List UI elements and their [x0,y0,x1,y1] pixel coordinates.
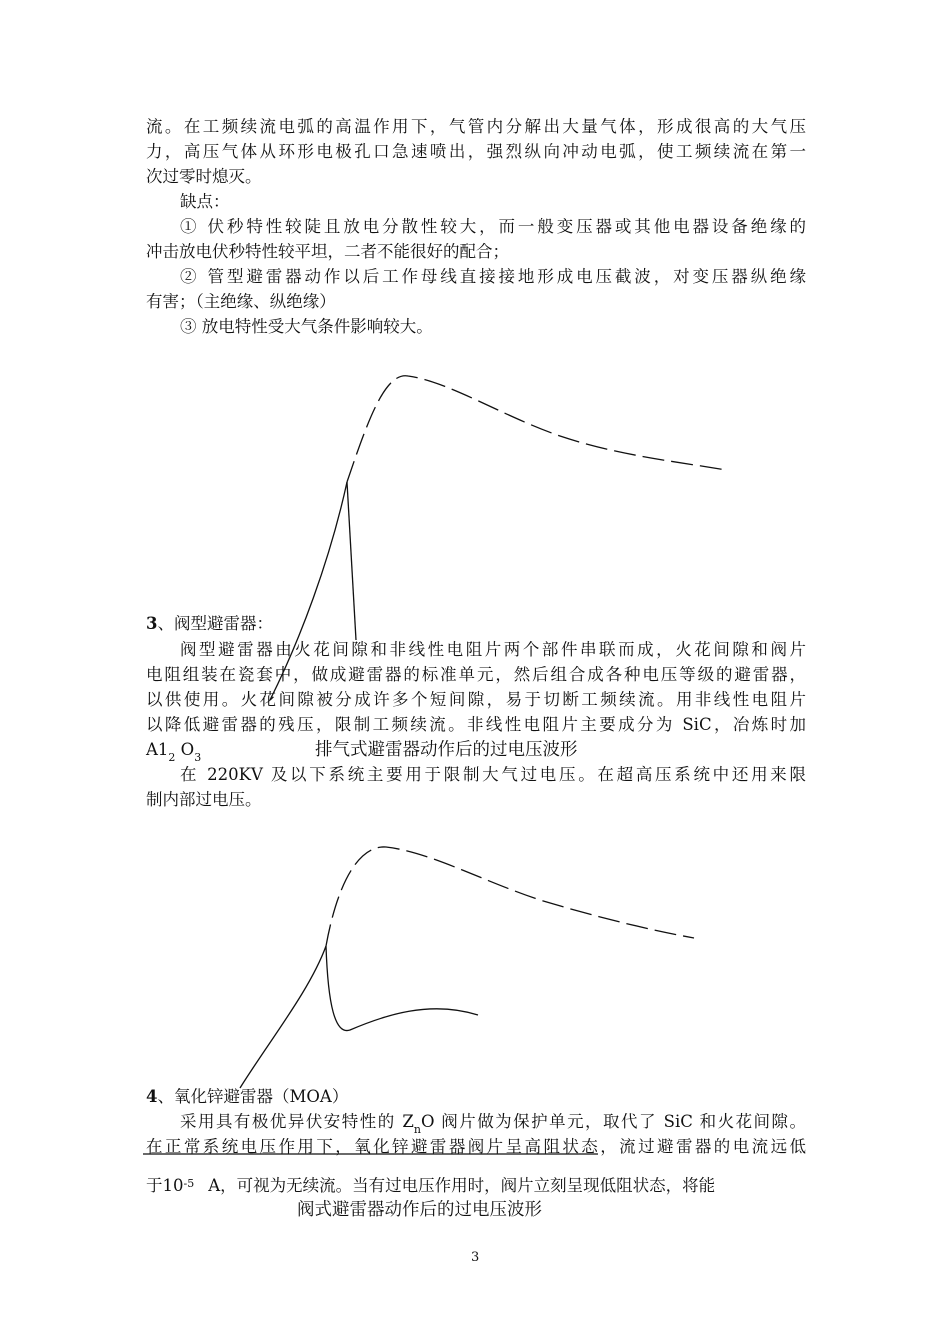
section3-line1: 阀型避雷器由火花间隙和非线性电阻片两个部件串联而成，火花间隙和阀片 [180,640,806,659]
zno-a: 采用具有极优异伏安特性的 Z [180,1112,414,1131]
sec4-l3-sup: -5 [183,1177,195,1190]
section4-title: 、氧化锌避雷器（MOA） [157,1087,349,1106]
defect-item1-line2: 冲击放电伏秒特性较平坦，二者不能很好的配合； [146,242,509,261]
defect-item2-line1: ② 管型避雷器动作以后工作母线直接接地形成电压截波，对变压器纵绝缘 [180,267,806,286]
section3-line6: 在 220KV 及以下系统主要用于限制大气过电压。在超高压系统中还用来限 [180,765,806,784]
page-number: 3 [471,1250,480,1265]
zno-sub: n [413,1123,421,1136]
para1-line1: 流。在工频续流电弧的高温作用下，气管内分解出大量气体，形成很高的大气压 [146,117,806,136]
al2o3-a: A1 [146,740,169,759]
para1-line2: 力，高压气体从环形电极孔口急速喷出，强烈纵向冲动电弧，使工频续流在第一 [146,142,806,161]
section3-title: 、阀型避雷器： [157,614,273,633]
section4-number: 4 [146,1087,158,1106]
sec4-l3-b: A，可视为无续流。当有过电压作用时，阀片立刻呈现低阻状态，将能 [208,1176,716,1195]
al2o3-sub1: 2 [168,751,176,764]
figure1-caption: 排气式避雷器动作后的过电压波形 [315,740,578,760]
section3-line7: 制内部过电压。 [146,790,262,809]
section4-line2: 在正常系统电压作用下，氧化锌避雷器阀片呈高阻状态，流过避雷器的电流远低 [146,1137,806,1156]
figure1-chopped-tail [347,482,356,640]
defect-item1-line1: ① 伏秒特性较陡且放电分散性较大，而一般变压器或其他电器设备绝缘的 [180,217,806,236]
figure1-waveform [270,376,726,700]
figure2-waveform [143,847,694,1154]
figure2-rising-front [240,946,326,1088]
section3-line3: 以供使用。火花间隙被分成许多个短间隙，易于切断工频续流。用非线性电阻片 [146,690,806,709]
section3-line2: 电阻组装在瓷套中，做成避雷器的标准单元，然后组合成各种电压等级的避雷器， [146,665,806,684]
zno-b: O 阀片做为保护单元，取代了 SiC 和火花间隙。 [421,1112,806,1131]
defect-item3: ③ 放电特性受大气条件影响较大。 [180,317,433,336]
figure1-dashed-overvoltage [347,376,726,482]
figure1-rising-front [270,482,347,700]
al2o3-b: O [175,740,195,759]
section3-line4: 以降低避雷器的残压，限制工频续流。非线性电阻片主要成分为 SiC，冶炼时加 [146,715,806,734]
section3-number: 3 [146,614,158,633]
defects-heading: 缺点： [180,192,230,211]
figure2-dashed-overvoltage [326,847,694,946]
sec4-l3-a: 于10 [146,1176,184,1195]
figure2-caption: 阀式避雷器动作后的过电压波形 [297,1200,542,1220]
figure2-residual-wave [326,946,478,1031]
al2o3-sub2: 3 [194,751,202,764]
para1-line3: 次过零时熄灭。 [146,167,262,186]
defect-item2-line2: 有害；（主绝缘、纵绝缘） [146,292,336,311]
